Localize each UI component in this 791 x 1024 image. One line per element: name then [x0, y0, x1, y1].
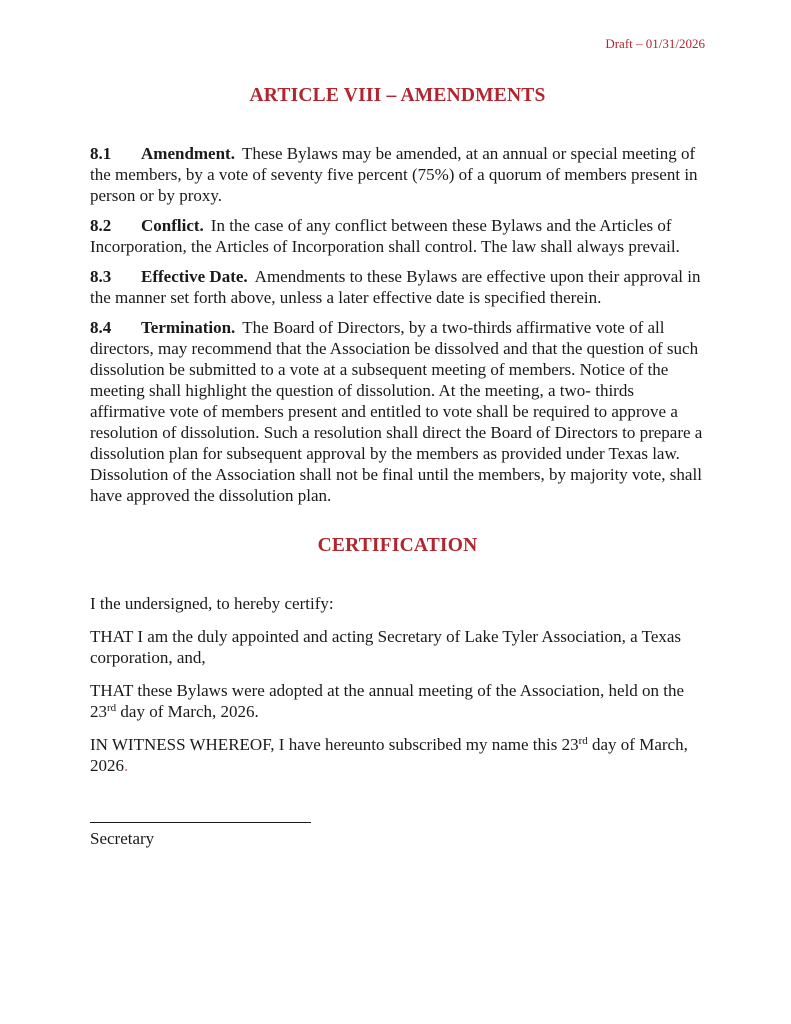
ordinal-suffix: rd [107, 702, 117, 714]
tracked-change-period: . [124, 756, 129, 775]
paragraph-text: IN WITNESS WHEREOF, I have hereunto subscribed my name this 23 [90, 735, 579, 754]
section-body: In the case of any conflict between these Bylaws and the Articles of Incorporation, the Articles of Incorporation shall control. The law shall always prevail. [90, 216, 680, 256]
paragraph-text: day of March, 2026. [116, 702, 259, 721]
signature-line [90, 822, 311, 823]
section-8-2 [90, 215, 705, 257]
ordinal-suffix: rd [578, 735, 588, 747]
certification-title: CERTIFICATION [317, 535, 478, 556]
signature-block [90, 822, 705, 849]
section-number: 8.2 [90, 216, 112, 235]
section-body: The Board of Directors, by a two-thirds affirmative vote of all directors, may recommend that the Association be dissolved and that the question of such dissolution be submitted to a vote at a subsequent meeting of members. Notice of the meeting shall highlight the question of dissolution. At the meeting, a two- thirds affirmative vote of members present and entitled to vote shall be required to approve a resolution of dissolution. Such a resolution shall direct the Board of Directors to prepare a dissolution plan for subsequent approval by the members as provided under Texas law. Dissolution of the Association shall not be final until the members, by majority vote, shall have approved the dissolution plan. [90, 318, 703, 505]
section-body: Amendments to these Bylaws are effective upon their approval in the manner set forth above, unless a later effective date is specified therein. [90, 267, 701, 307]
certification-intro: I the undersigned, to hereby certify: [90, 594, 334, 613]
certification-witness-paragraph [90, 734, 705, 776]
paragraph-text: day of March, 2026 [90, 735, 688, 775]
certification-secretary-paragraph: THAT I am the duly appointed and acting Secretary of Lake Tyler Association, a Texas corporation, and, [90, 627, 682, 667]
section-body: These Bylaws may be amended, at an annual or special meeting of the members, by a vote of seventy five percent (75%) of a quorum of members present in person or by proxy. [90, 144, 698, 205]
section-number: 8.1 [90, 144, 112, 163]
paragraph-text: THAT these Bylaws were adopted at the annual meeting of the Association, held on the 23 [90, 681, 685, 721]
section-number: 8.3 [90, 267, 112, 286]
signature-label: Secretary [90, 829, 155, 848]
section-8-1 [90, 143, 705, 206]
section-title: Termination. [141, 318, 236, 337]
section-title: Amendment. [141, 144, 235, 163]
section-8-4 [90, 317, 705, 506]
article-title: ARTICLE VIII – AMENDMENTS [249, 85, 546, 106]
section-title: Effective Date. [141, 267, 248, 286]
draft-note: Draft – 01/31/2026 [605, 36, 705, 51]
certification-adopted-paragraph [90, 680, 705, 722]
section-8-3 [90, 266, 705, 308]
section-number: 8.4 [90, 318, 112, 337]
section-title: Conflict. [141, 216, 204, 235]
